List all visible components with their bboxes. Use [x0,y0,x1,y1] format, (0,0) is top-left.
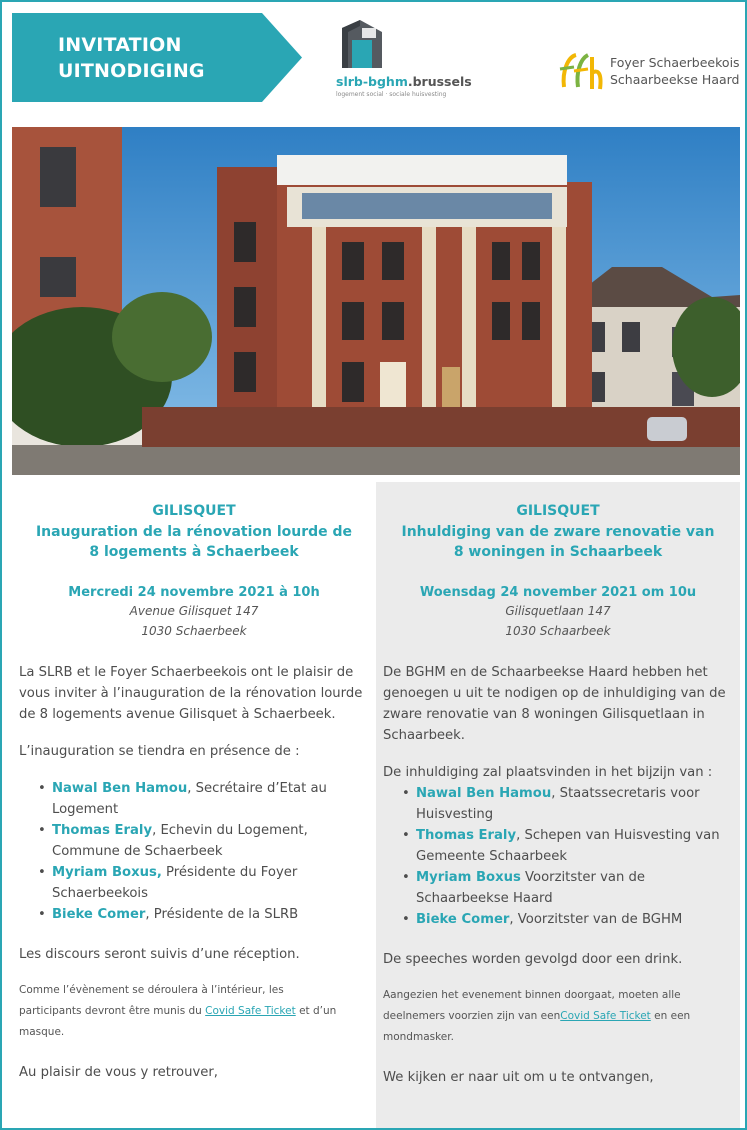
banner-line-fr: INVITATION [58,34,182,56]
slrb-brand-name [336,74,472,89]
nl-closing-text: We kijken er naar uit om u te ontvangen, [383,1069,654,1085]
fr-title-line1: Inauguration de la rénovation lourde de [35,523,353,540]
fr-address-city: 1030 Schaerbeek [141,623,247,638]
fr-heading [12,501,376,563]
foyer-name-nl: Schaarbeekse Haard [610,72,740,87]
fr-reception-text: Les discours seront suivis d’une réception. [19,946,300,962]
fr-closing-text: Au plaisir de vous y retrouver, [19,1064,218,1080]
fr-speaker-role: , Présidente de la SLRB [145,906,299,922]
nl-address-street: Gilisquetlaan 147 [505,603,611,618]
fr-event-date: Mercredi 24 novembre 2021 à 10h [68,584,320,600]
nl-covid-safe-ticket-link[interactable]: Covid Safe Ticket [560,1009,651,1022]
nl-speaker-role: Voorzitster van de Schaarbeekse Haard [416,869,646,906]
fr-title-line2: 8 logements à Schaerbeek [89,544,299,560]
fr-speaker-role: Présidente du Foyer Schaerbeekois [52,864,298,901]
nl-speaker-role: , Voorzitster van de BGHM [509,911,683,927]
slrb-brand-name-part2: .brussels [407,74,472,89]
nl-address [376,601,740,641]
fr-presence-text: L’inauguration se tiendra en présence de : [19,743,300,759]
nl-intro-text: De BGHM en de Schaarbeekse Haard hebben het genoegen u uit te nodigen op de inhuldiging van de zware renovatie van 8 woningen Gilisquetlaan in Schaarbeek. [383,664,726,743]
dutch-column [376,482,740,1130]
banner-text [58,32,205,84]
fr-speaker-item [12,820,352,862]
nl-speaker-item [376,909,732,930]
nl-speaker-name: Myriam Boxus [416,869,521,885]
nl-speaker-list [376,783,732,930]
nl-reception-text: De speeches worden gevolgd door een drink. [383,951,683,967]
fr-speaker-list [12,778,352,925]
fr-speaker-role: , Secrétaire d’Etat au Logement [52,780,327,817]
nl-address-city: 1030 Schaarbeek [505,623,611,638]
nl-title-project: GILISQUET [516,503,600,519]
invitation-banner [12,13,302,102]
fr-speaker-item [12,778,352,820]
fr-covid-notice [19,980,349,1043]
fr-covid-text-before: Comme l’évènement se déroulera à l’intérieur, les participants devront être munis du [19,983,284,1017]
fr-speaker-name: Nawal Ben Hamou [52,780,188,796]
fr-speaker-role: , Echevin du Logement, Commune de Schaerbeek [52,822,308,859]
nl-speaker-name: Bieke Comer [416,911,510,927]
nl-covid-text-after: en een mondmasker. [383,1009,691,1043]
fr-covid-safe-ticket-link[interactable]: Covid Safe Ticket [205,1004,296,1017]
slrb-bghm-logo [336,18,496,102]
fr-speaker-item [12,862,352,904]
nl-heading [376,501,740,563]
nl-title-line2: 8 woningen in Schaarbeek [453,544,663,560]
fr-speaker-item [12,904,352,925]
building-illustration [12,127,740,475]
nl-speaker-role: , Staatssecretaris voor Huisvesting [416,785,700,822]
nl-speaker-item [376,825,732,867]
fr-speaker-name: Myriam Boxus, [52,864,162,880]
banner-line-nl: UITNODIGING [58,60,205,82]
fr-address [12,601,376,641]
nl-title-line1: Inhuldiging van de zware renovatie van [401,523,715,540]
fr-address-street: Avenue Gilisquet 147 [129,603,259,618]
fr-covid-text-after: et d’un masque. [19,1004,337,1038]
nl-speaker-item [376,867,732,909]
foyer-schaerbeekois-logo [558,49,740,93]
slrb-tagline: logement social · sociale huisvesting [336,91,447,98]
nl-event-date: Woensdag 24 november 2021 om 10u [419,584,697,600]
house-logo-icon [338,18,386,70]
foyer-name [610,54,740,88]
fr-intro-text: La SLRB et le Foyer Schaerbeekois ont le plaisir de vous inviter à l’inauguration de la rénovation lourde de 8 logements avenue Gilisquet à Schaerbeek. [19,664,363,722]
fr-speaker-name: Thomas Eraly [52,822,153,838]
nl-presence-text: De inhuldiging zal plaatsvinden in het bijzijn van : [383,764,713,780]
fsh-monogram-icon [558,49,604,93]
nl-speaker-name: Thomas Eraly [416,827,517,843]
french-column [12,482,376,1130]
nl-speaker-name: Nawal Ben Hamou [416,785,552,801]
building-photo [12,127,740,475]
nl-covid-notice [383,985,728,1048]
nl-covid-text-before: Aangezien het evenement binnen doorgaat, moeten alle deelnemers voorzien zijn van een [383,988,681,1022]
nl-speaker-role: , Schepen van Huisvesting van Gemeente Schaarbeek [416,827,720,864]
nl-speaker-item [376,783,732,825]
fr-speaker-name: Bieke Comer [52,906,146,922]
fr-title-project: GILISQUET [152,503,236,519]
slrb-brand-name-part1: slrb-bghm [336,74,408,89]
foyer-name-fr: Foyer Schaerbeekois [610,55,740,70]
